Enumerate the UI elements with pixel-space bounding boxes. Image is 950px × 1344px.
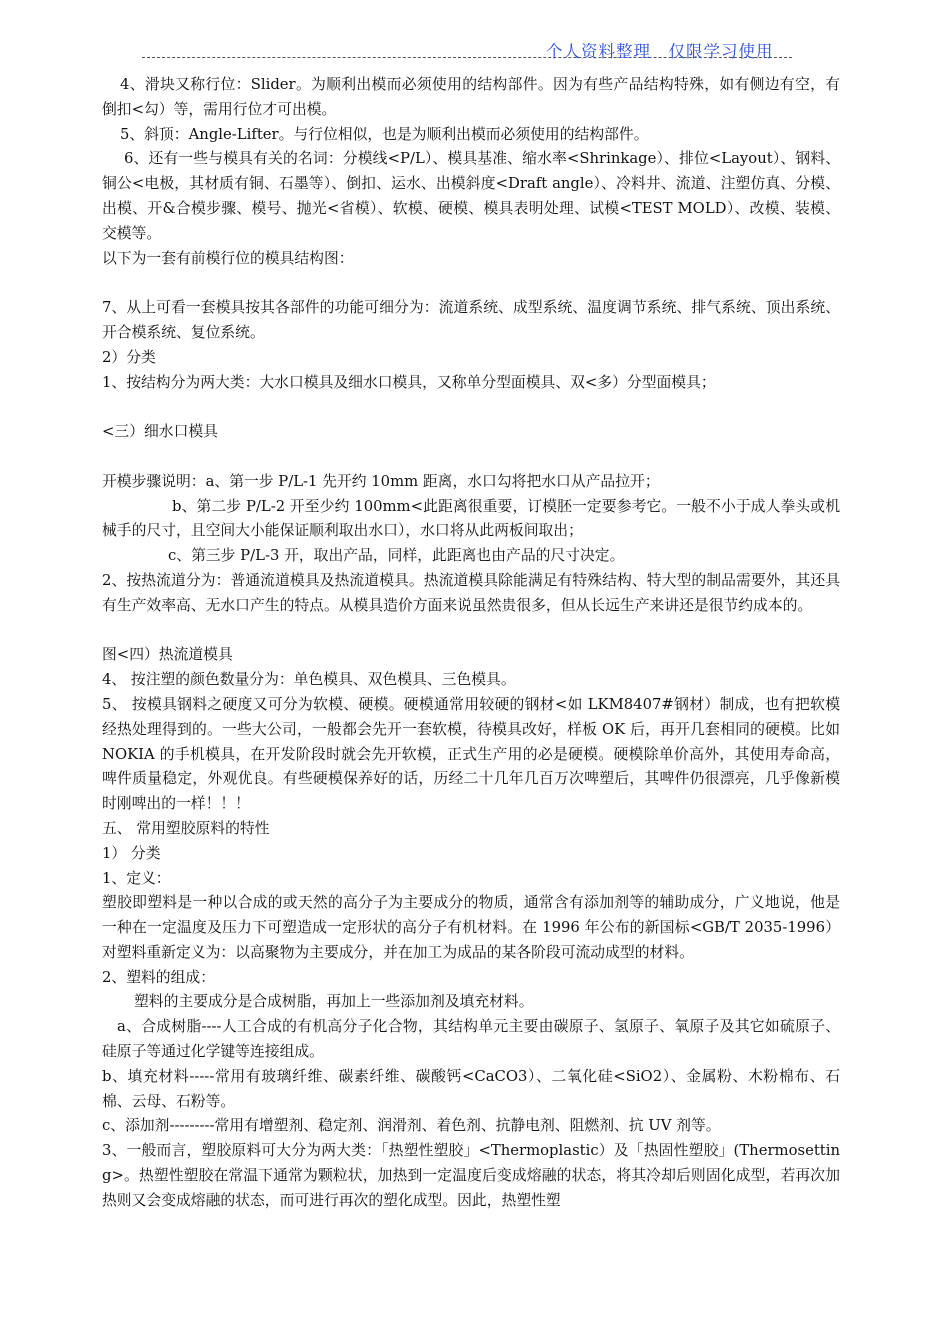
heading-classification: 2）分类 [102, 348, 156, 366]
paragraph-systems: 7、从上可看一套模具按其各部件的功能可细分为：流道系统、成型系统、温度调节系统、排气系统、顶出系统、开合模系统、复位系统。 [102, 299, 840, 341]
paragraph-hot-runner: 2、按热流道分为：普通流道模具及热流道模具。热流道模具除能满足有特殊结构、特大型的制品需要外，其还具有生产效率高、无水口产生的特点。从模具造价方面来说虽然贵很多，但从长远生产来讲还是很节约成本的。 [102, 571, 840, 614]
paragraph-thermo-types: 3、一般而言，塑胶原料可大分为两大类：「热塑性塑胶」<Thermoplastic）及「热固性塑胶」(Thermosetting>。热塑性塑胶在常温下通常为颗粒状，加热到一定温度后变成熔融的状态，将其冷却后则固化成型，若再次加热则又会变成熔融的状态，而可进行再次的塑化成型。因此，热塑性塑 [102, 1142, 840, 1209]
paragraph-by-structure: 1、按结构分为两大类：大水口模具及细水口模具，又称单分型面模具、双<多）分型面模具； [102, 373, 716, 391]
heading-composition: 2、塑料的组成： [102, 968, 215, 986]
paragraph-mold-terms: 6、还有一些与模具有关的名词：分模线<P/L）、模具基准、缩水率<Shrinkage）、排位<Layout）、钢料、铜公<电极，其材质有铜、石墨等）、倒扣、运水、出模斜度<Draft angle）、冷料井、流道、注塑仿真、分模、出模、开&合模步骤、模号、抛光<省模）、软模、硬模、模具表明处理、试模<TEST MOLD）、改模、装模、交模等。 [102, 150, 840, 242]
paragraph-composition: 塑料的主要成分是合成树脂，再加上一些添加剂及填充材料。 [134, 993, 534, 1011]
paragraph-resin: a、合成树脂----人工合成的有机高分子化合物，其结构单元主要由碳原子、氢原子、氧原子及其它如硫原子、硅原子等通过化学键等连接组成。 [102, 1018, 840, 1061]
paragraph-additives: c、添加剂---------常用有增塑剂、稳定剂、润滑剂、着色剂、抗静电剂、阻燃剂、抗 UV 剂等。 [102, 1117, 721, 1135]
figure-placeholder-gap [102, 619, 840, 644]
paragraph-open-step-c: c、第三步 P/L-3 开，取出产品，同样，此距离也由产品的尺寸决定。 [168, 547, 625, 565]
figure-placeholder-gap [102, 445, 840, 470]
heading-classification-2: 1） 分类 [102, 844, 161, 862]
figure-placeholder-gap [102, 271, 840, 296]
paragraph-filler: b、填充材料-----常用有玻璃纤维、碳素纤维、碳酸钙<CaCO3）、二氧化硅<SiO2）、金属粉、木粉棉布、石棉、云母、石粉等。 [102, 1067, 840, 1110]
paragraph-definition: 塑胶即塑料是一种以合成的或天然的高分子为主要成分的物质，通常含有添加剂等的辅助成分，广义地说，他是一种在一定温度及压力下可塑造成一定形状的高分子有机材料。在 1996 年公布的新国标<GB/T 2035-1996）对塑料重新定义为：以高聚物为主要成分，并在加工为成品的某各阶段可流动成型的材料。 [102, 894, 840, 961]
paragraph-open-step-b: b、第二步 P/L-2 开至少约 100mm<此距离很重要，订模胚一定要参考它。一般不小于成人拳头或机械手的尺寸，且空间大小能保证顺利取出水口），水口将从此两板间取出； [102, 497, 840, 540]
paragraph-slider: 4、滑块又称行位：Slider。为顺利出模而必须使用的结构部件。因为有些产品结构特殊，如有侧边有空，有倒扣<勾）等，需用行位才可出模。 [102, 76, 840, 118]
figure-placeholder-gap [102, 395, 840, 420]
heading-definition: 1、定义： [102, 869, 171, 887]
header-watermark: 个人资料整理 仅限学习使用 [546, 42, 774, 61]
caption-hot-runner-mold: 图<四）热流道模具 [102, 646, 233, 664]
paragraph-hardness: 5、 按模具钢料之硬度又可分为软模、硬模。硬模通常用较硬的钢材<如 LKM8407#钢材）制成，也有把软模经热处理得到的。一些大公司，一般都会先开一套软模，待模具改好，样板 OK 后，再开几套相同的硬模。比如 NOKIA 的手机模具，在开发阶段时就会先开软模，正式生产用的必是硬模。硬模除单价高外，其使用寿命高，啤件质量稳定，外观优良。有些硬模保养好的话，历经二十几年几百万次啤塑后，其啤件仍很漂亮，几乎像新模时刚啤出的一样！！！ [102, 695, 840, 813]
paragraph-open-step-a: 开模步骤说明：a、第一步 P/L-1 先开约 10mm 距离，水口勾将把水口从产品拉开； [102, 472, 660, 490]
caption-fine-gate-mold: <三）细水口模具 [102, 423, 218, 441]
paragraph-structure-intro: 以下为一套有前模行位的模具结构图： [102, 249, 354, 267]
heading-plastic-materials: 五、 常用塑胶原料的特性 [102, 819, 270, 837]
paragraph-color-count: 4、 按注塑的颜色数量分为：单色模具、双色模具、三色模具。 [102, 671, 516, 689]
paragraph-angle-lifter: 5、斜顶：Angle-Lifter。与行位相似，也是为顺利出模而必须使用的结构部件。 [120, 125, 649, 143]
document-body [102, 73, 840, 1214]
